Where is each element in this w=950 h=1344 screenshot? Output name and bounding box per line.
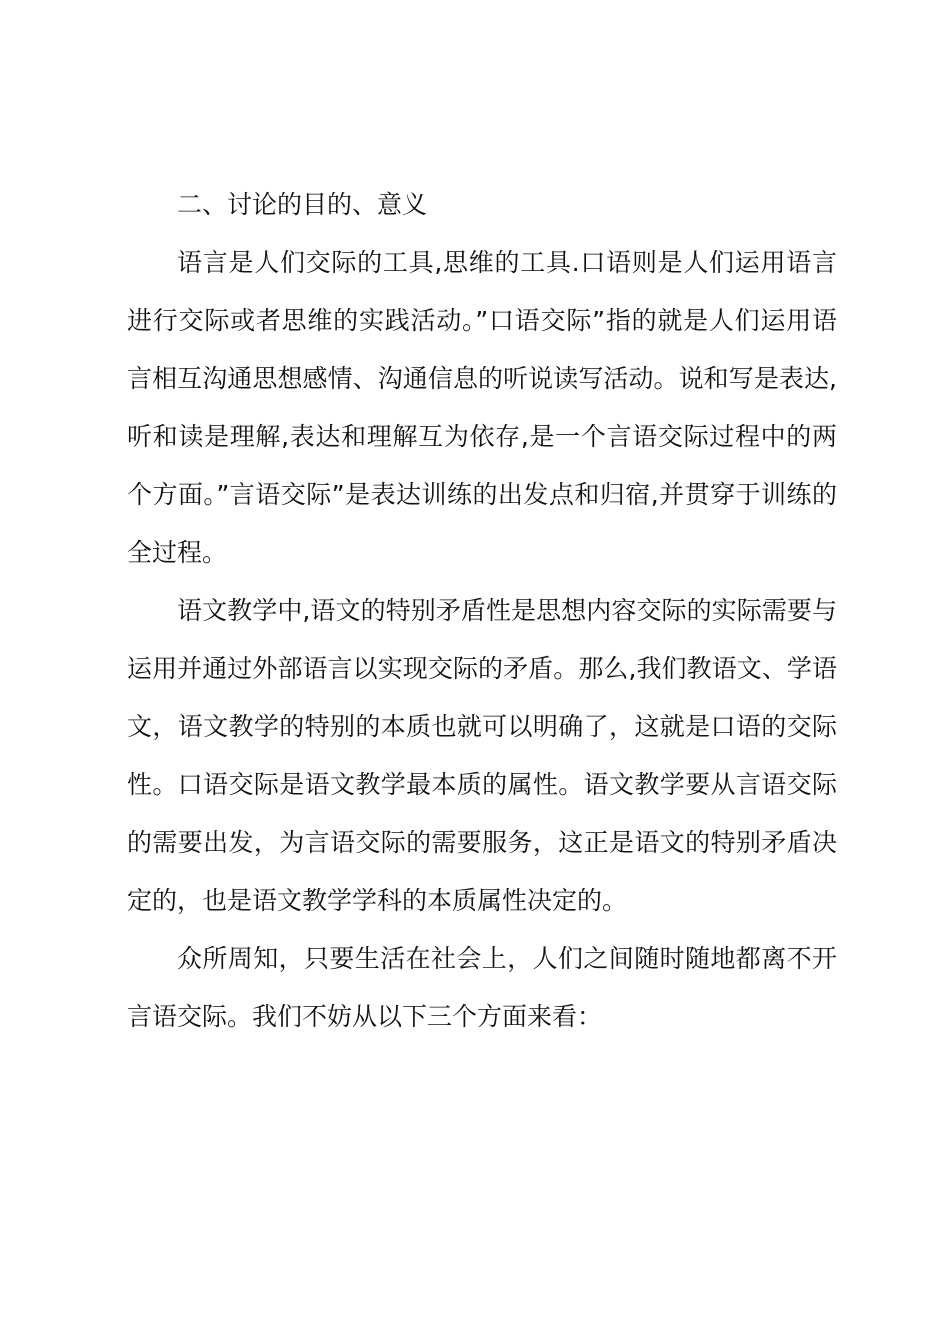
paragraph-1: 语言是人们交际的工具,思维的工具.口语则是人们运用语言进行交际或者思维的实践活动。”口语交际”指的就是人们运用语言相互沟通思想感情、沟通信息的听说读写活动。说和写是表达,听和读是理解,表达和理解互为依存,是一个言语交际过程中的两个方面。”言语交际”是表达训练的出发点和归宿,并贯穿于训练的全过程。 [127, 248, 837, 567]
paragraph-3: 众所周知，只要生活在社会上，人们之间随时随地都离不开言语交际。我们不妨从以下三个方面来看： [127, 944, 837, 1031]
document-body [127, 176, 837, 1046]
section-heading: 二、讨论的目的、意义 [177, 190, 428, 219]
paragraph-2: 语文教学中,语文的特别矛盾性是思想内容交际的实际需要与运用并通过外部语言以实现交际的矛盾。那么,我们教语文、学语文，语文教学的特别的本质也就可以明确了，这就是口语的交际性。口语交际是语文教学最本质的属性。语文教学要从言语交际的需要出发，为言语交际的需要服务，这正是语文的特别矛盾决定的，也是语文教学学科的本质属性决定的。 [127, 596, 837, 915]
